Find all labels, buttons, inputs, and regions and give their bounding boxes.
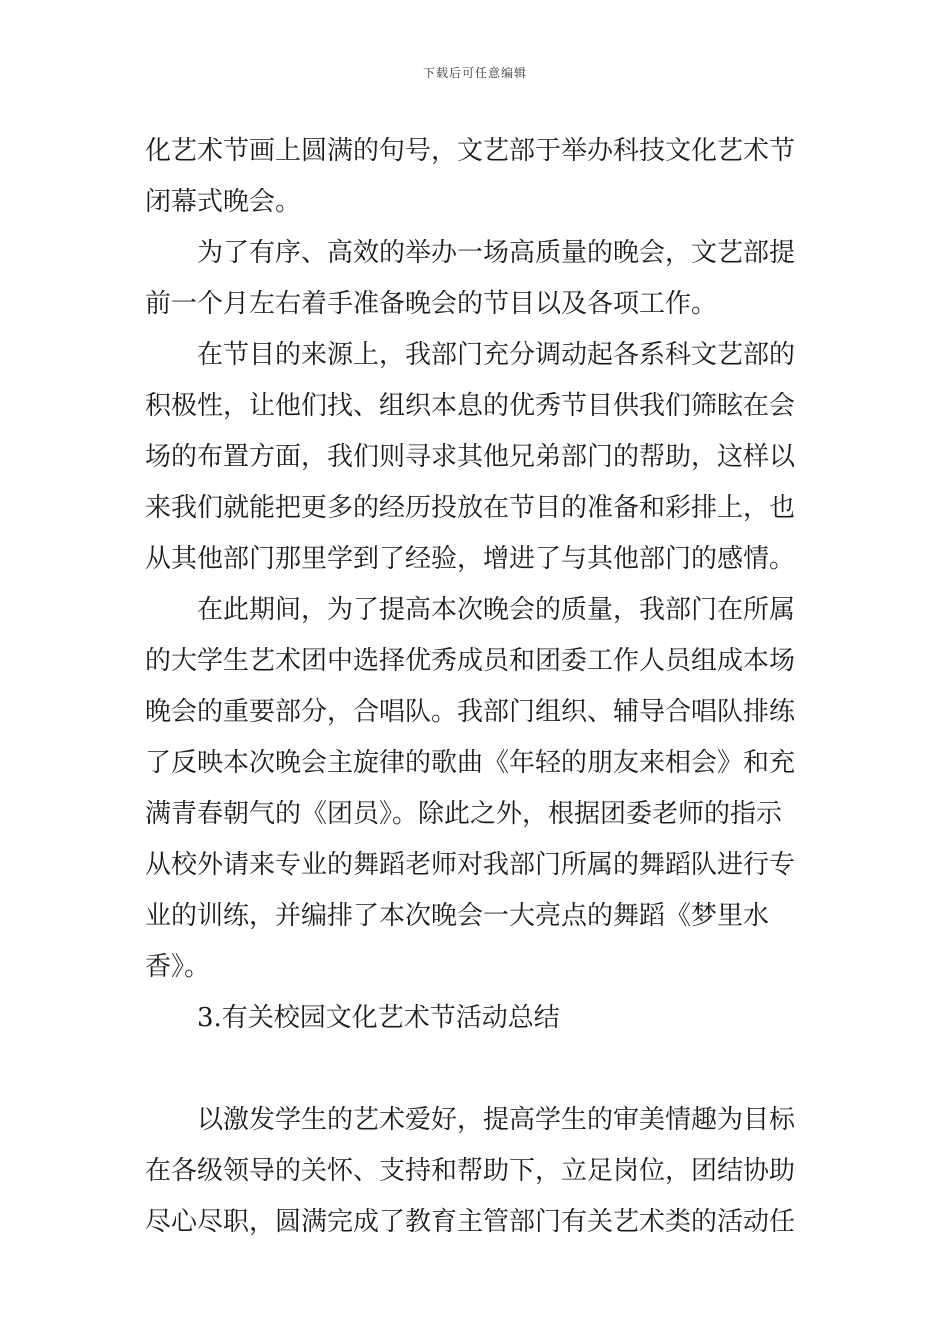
paragraph-start-line: 以激发学生的艺术爱好，提高学生的审美情趣为目标 bbox=[197, 1105, 796, 1135]
text-line: 前一个月左右着手准备晚会的节目以及各项工作。 bbox=[145, 289, 718, 319]
text-line: 尽心尽职，圆满完成了教育主管部门有关艺术类的活动任 bbox=[145, 1207, 796, 1237]
text-line: 闭幕式晚会。 bbox=[145, 187, 302, 217]
text-line: 从其他部门那里学到了经验，增进了与其他部门的感情。 bbox=[145, 544, 796, 574]
text-line: 从校外请来专业的舞蹈老师对我部门所属的舞蹈队进行专 bbox=[145, 850, 796, 880]
text-line: 晚会的重要部分，合唱队。我部门组织、辅导合唱队排练 bbox=[145, 697, 796, 727]
document-body bbox=[145, 126, 809, 1248]
text-line: 在各级领导的关怀、支持和帮助下，立足岗位，团结协助 bbox=[145, 1156, 796, 1186]
blank-line bbox=[145, 1044, 809, 1095]
paragraph-start-line: 在节目的来源上，我部门充分调动起各系科文艺部的 bbox=[197, 340, 796, 370]
text-line: 化艺术节画上圆满的句号，文艺部于举办科技文化艺术节 bbox=[145, 136, 796, 166]
text-line: 业的训练，并编排了本次晚会一大亮点的舞蹈《梦里水 bbox=[145, 901, 770, 931]
paragraph-start-line: 在此期间，为了提高本次晚会的质量，我部门在所属 bbox=[197, 595, 796, 625]
page-header: 下载后可任意编辑 bbox=[422, 66, 527, 80]
text-line: 香》。 bbox=[145, 952, 211, 982]
text-line: 的大学生艺术团中选择优秀成员和团委工作人员组成本场 bbox=[145, 646, 796, 676]
text-line: 来我们就能把更多的经历投放在节目的准备和彩排上，也 bbox=[145, 493, 796, 523]
text-line: 场的布置方面，我们则寻求其他兄弟部门的帮助，这样以 bbox=[145, 442, 796, 472]
section-heading: 3.有关校园文化艺术节活动总结 bbox=[197, 1003, 560, 1033]
paragraph-start-line: 为了有序、高效的举办一场高质量的晚会，文艺部提 bbox=[197, 238, 796, 268]
text-line: 满青春朝气的《团员》。除此之外，根据团委老师的指示 bbox=[145, 799, 783, 829]
text-line: 了反映本次晚会主旋律的歌曲《年轻的朋友来相会》和充 bbox=[145, 748, 796, 778]
text-line: 积极性，让他们找、组织本息的优秀节目供我们筛眩在会 bbox=[145, 391, 796, 421]
